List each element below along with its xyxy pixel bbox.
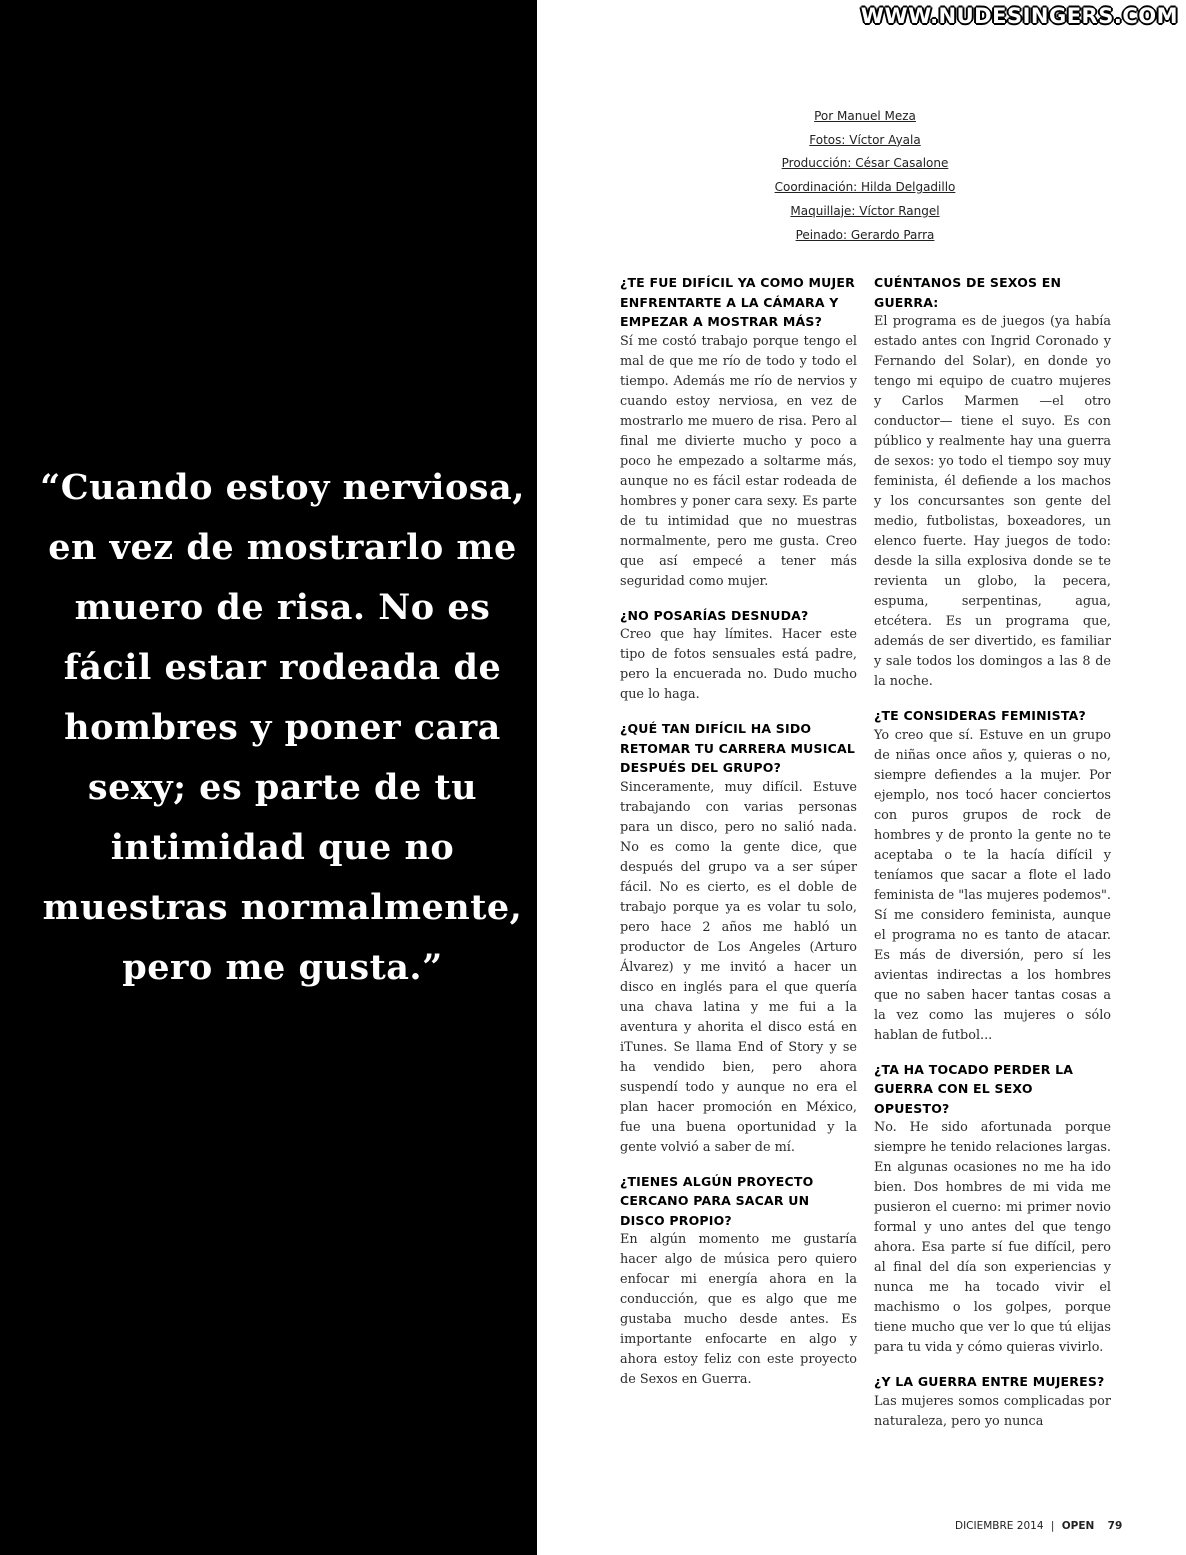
question-heading: ¿TA HA TOCADO PERDER LA GUERRA CON EL SEXO OPUESTO? xyxy=(874,1061,1074,1116)
question-heading: ¿TE FUE DIFÍCIL YA COMO MUJER ENFRENTARTE A LA CÁMARA Y EMPEZAR A MOSTRAR MÁS? xyxy=(620,275,855,329)
credit-hair: Peinado: Gerardo Parra xyxy=(795,227,935,242)
credit-photos: Fotos: Víctor Ayala xyxy=(809,132,921,147)
question-heading: ¿TIENES ALGÚN PROYECTO CERCANO PARA SACAR UN DISCO PROPIO? xyxy=(620,1173,814,1228)
footer-magazine-name: OPEN xyxy=(1061,1520,1095,1532)
article-column-left xyxy=(620,273,857,1390)
question-heading: CUÉNTANOS DE SEXOS EN GUERRA: xyxy=(874,275,1062,310)
answer-text: El programa es de juegos (ya había estado antes con Ingrid Coronado y Fernando del Solar), en donde yo tengo mi equipo de cuatro mujeres y Carlos Marmen —el otro conductor— tiene el suyo. Es con público y realmente hay una guerra de sexos: yo todo el tiempo soy muy feminista, él defiende a los machos y los concursantes son gente del medio, futbolistas, boxeadores, un elenco fuerte. Hay juegos de todo: desde la silla explosiva donde se te revienta un globo, la pecera, espuma, serpentinas, agua, etcétera. Es un programa que, además de ser divertido, es familiar y sale todos los domingos a las 8 de la noche. xyxy=(874,314,1111,689)
question-heading: ¿Y LA GUERRA ENTRE MUJERES? xyxy=(874,1374,1105,1389)
credit-coordination: Coordinación: Hilda Delgadillo xyxy=(774,180,956,195)
credits-block xyxy=(740,105,990,247)
credit-makeup: Maquillaje: Víctor Rangel xyxy=(790,203,940,218)
footer-separator: | xyxy=(1050,1520,1055,1532)
watermark: WWW.NUDESINGERS.COM xyxy=(860,4,1178,28)
footer-date: DICIEMBRE 2014 xyxy=(955,1520,1044,1532)
credit-author: Por Manuel Meza xyxy=(814,109,916,123)
page-number: 79 xyxy=(1107,1520,1123,1532)
page-footer xyxy=(955,1520,1122,1532)
answer-text: Las mujeres somos complicadas por naturaleza, pero yo nunca xyxy=(874,1393,1111,1429)
question-heading: ¿QUÉ TAN DIFÍCIL HA SIDO RETOMAR TU CARRERA MUSICAL DESPUÉS DEL GRUPO? xyxy=(620,721,855,775)
article-column-right xyxy=(874,273,1111,1432)
answer-text: En algún momento me gustaría hacer algo de música pero quiero enfocar mi energía ahora en la conducción, que es algo que me gustaba mucho desde antes. Es importante enfocarte en algo y ahora estoy feliz con este proyecto de Sexos en Guerra. xyxy=(620,1232,857,1387)
question-heading: ¿NO POSARÍAS DESNUDA? xyxy=(620,607,809,623)
credit-production: Producción: César Casalone xyxy=(781,156,949,171)
answer-text: Yo creo que sí. Estuve en un grupo de niñas once años y, quieras o no, siempre defiendes a la mujer. Por ejemplo, nos tocó hacer conciertos con puros grupos de rock de hombres y de pronto la gente no te aceptaba o te la hacía difícil y teníamos que sacar a flote el lado feminista de "las mujeres podemos". Sí me considero feminista, aunque el programa no es tanto de atacar. Es más de diversión, pero sí les avientas indirectas a los hombres que no saben hacer tantas cosas a la vez como las mujeres o sólo hablan de futbol... xyxy=(874,727,1111,1043)
pull-quote: “Cuando estoy nerviosa, en vez de mostrarlo me muero de risa. No es fácil estar rodeada de hombres y poner cara sexy; es parte de tu intimidad que no muestras normalmente, pero me gusta.” xyxy=(40,467,525,988)
answer-text: Creo que hay límites. Hacer este tipo de fotos sensuales está padre, pero la encuerada no. Dudo mucho que lo haga. xyxy=(620,627,857,702)
answer-text: Sí me costó trabajo porque tengo el mal de que me río de todo y todo el tiempo. Además me río de nervios y cuando estoy nerviosa, en vez de mostrarlo me muero de risa. Pero al final me divierte mucho y poco a poco he empezado a soltarme más, aunque no es fácil estar rodeada de hombres y poner cara sexy. Es parte de tu intimidad que no muestras normalmente, pero me gusta. Creo que así empecé a tener más seguridad como mujer. xyxy=(620,333,857,589)
answer-text: No. He sido afortunada porque siempre he tenido relaciones largas. En algunas ocasiones no me ha ido bien. Dos hombres de mi vida me pusieron el cuerno: mi primer novio formal y uno antes del que tengo ahora. Esa parte sí fue difícil, pero al final del día son experiencias y nunca me ha tocado vivir el machismo o los golpes, porque tiene mucho que ver lo que tú elijas para tu vida y cómo quieras vivirlo. xyxy=(874,1120,1111,1355)
question-heading: ¿TE CONSIDERAS FEMINISTA? xyxy=(874,708,1086,723)
answer-text: Sinceramente, muy difícil. Estuve trabajando con varias personas para un disco, pero no salió nada. No es como la gente dice, que después del grupo va a ser súper fácil. No es cierto, es el doble de trabajo porque ya es volar tu solo, pero hace 2 años me habló un productor de Los Angeles (Arturo Álvarez) y me invitó a hacer un disco en inglés para el que quería una chava latina y me fui a la aventura y ahorita el disco está en iTunes. Se llama End of Story y se ha vendido bien, pero ahora suspendí todo y aunque no era el plan hacer promoción en México, fue una buena oportunidad y la gente volvió a saber de mí. xyxy=(620,779,857,1155)
